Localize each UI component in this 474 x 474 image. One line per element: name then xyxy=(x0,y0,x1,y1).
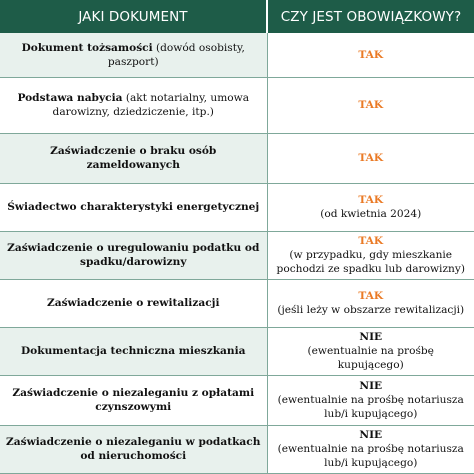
document-name: Świadectwo charakterystyki energetycznej xyxy=(7,201,260,213)
document-cell xyxy=(0,425,267,473)
status-value: NIE xyxy=(359,380,383,392)
document-cell xyxy=(0,77,267,133)
table-row xyxy=(0,279,474,327)
status-value: NIE xyxy=(359,331,383,343)
header-document: JAKI DOKUMENT xyxy=(0,0,267,33)
document-cell xyxy=(0,33,267,77)
status-cell xyxy=(267,375,474,425)
status-value: TAK xyxy=(358,99,384,111)
document-cell xyxy=(0,279,267,327)
table-row xyxy=(0,327,474,375)
status-value: TAK xyxy=(358,48,384,61)
status-note: (ewentualnie na prośbę notariusza lub/i kupującego) xyxy=(277,394,464,420)
status-note: (w przypadku, gdy mieszkanie pochodzi ze spadku lub darowizny) xyxy=(276,249,465,275)
table-row xyxy=(0,33,474,77)
status-value: NIE xyxy=(359,429,383,441)
status-note: (ewentualnie na prośbę notariusza lub/i kupującego) xyxy=(277,443,464,469)
document-name: Zaświadczenie o uregulowaniu podatku od spadku/darowizny xyxy=(7,242,260,268)
status-value: TAK xyxy=(358,152,384,164)
document-name: Zaświadczenie o rewitalizacji xyxy=(46,297,220,309)
document-cell xyxy=(0,231,267,279)
document-cell xyxy=(0,327,267,375)
status-cell xyxy=(267,77,474,133)
status-note: (od kwietnia 2024) xyxy=(320,208,422,220)
table-row xyxy=(0,375,474,425)
status-cell xyxy=(267,133,474,183)
status-note: (jeśli leży w obszarze rewitalizacji) xyxy=(277,304,465,316)
status-value: TAK xyxy=(358,290,384,302)
status-value: TAK xyxy=(358,235,384,247)
document-cell xyxy=(0,375,267,425)
status-cell xyxy=(267,231,474,279)
document-name: Podstawa nabycia xyxy=(17,92,123,104)
document-name: Zaświadczenie o braku osób zameldowanych xyxy=(50,145,217,171)
header-required: CZY JEST OBOWIĄZKOWY? xyxy=(267,0,474,33)
table-row xyxy=(0,133,474,183)
status-value: TAK xyxy=(358,194,384,206)
status-cell xyxy=(267,183,474,231)
document-name: Zaświadczenie o niezaleganiu w podatkach od nieruchomości xyxy=(6,436,261,462)
document-name: Dokument tożsamości xyxy=(21,41,153,54)
table-row xyxy=(0,425,474,473)
status-note: (ewentualnie na prośbę kupującego) xyxy=(307,345,434,371)
document-cell xyxy=(0,183,267,231)
status-cell xyxy=(267,33,474,77)
status-cell xyxy=(267,425,474,473)
table-row xyxy=(0,183,474,231)
document-note: (akt notarialny, umowa darowizny, dziedziczenie, itp.) xyxy=(52,92,250,118)
table-row xyxy=(0,231,474,279)
status-cell xyxy=(267,327,474,375)
document-name: Zaświadczenie o niezaleganiu z opłatami czynszowymi xyxy=(12,387,255,413)
table-header-row xyxy=(0,0,474,33)
document-cell xyxy=(0,133,267,183)
document-note: (dowód osobisty, paszport) xyxy=(107,41,245,68)
table-row xyxy=(0,77,474,133)
document-name: Dokumentacja techniczna mieszkania xyxy=(20,345,246,357)
status-cell xyxy=(267,279,474,327)
